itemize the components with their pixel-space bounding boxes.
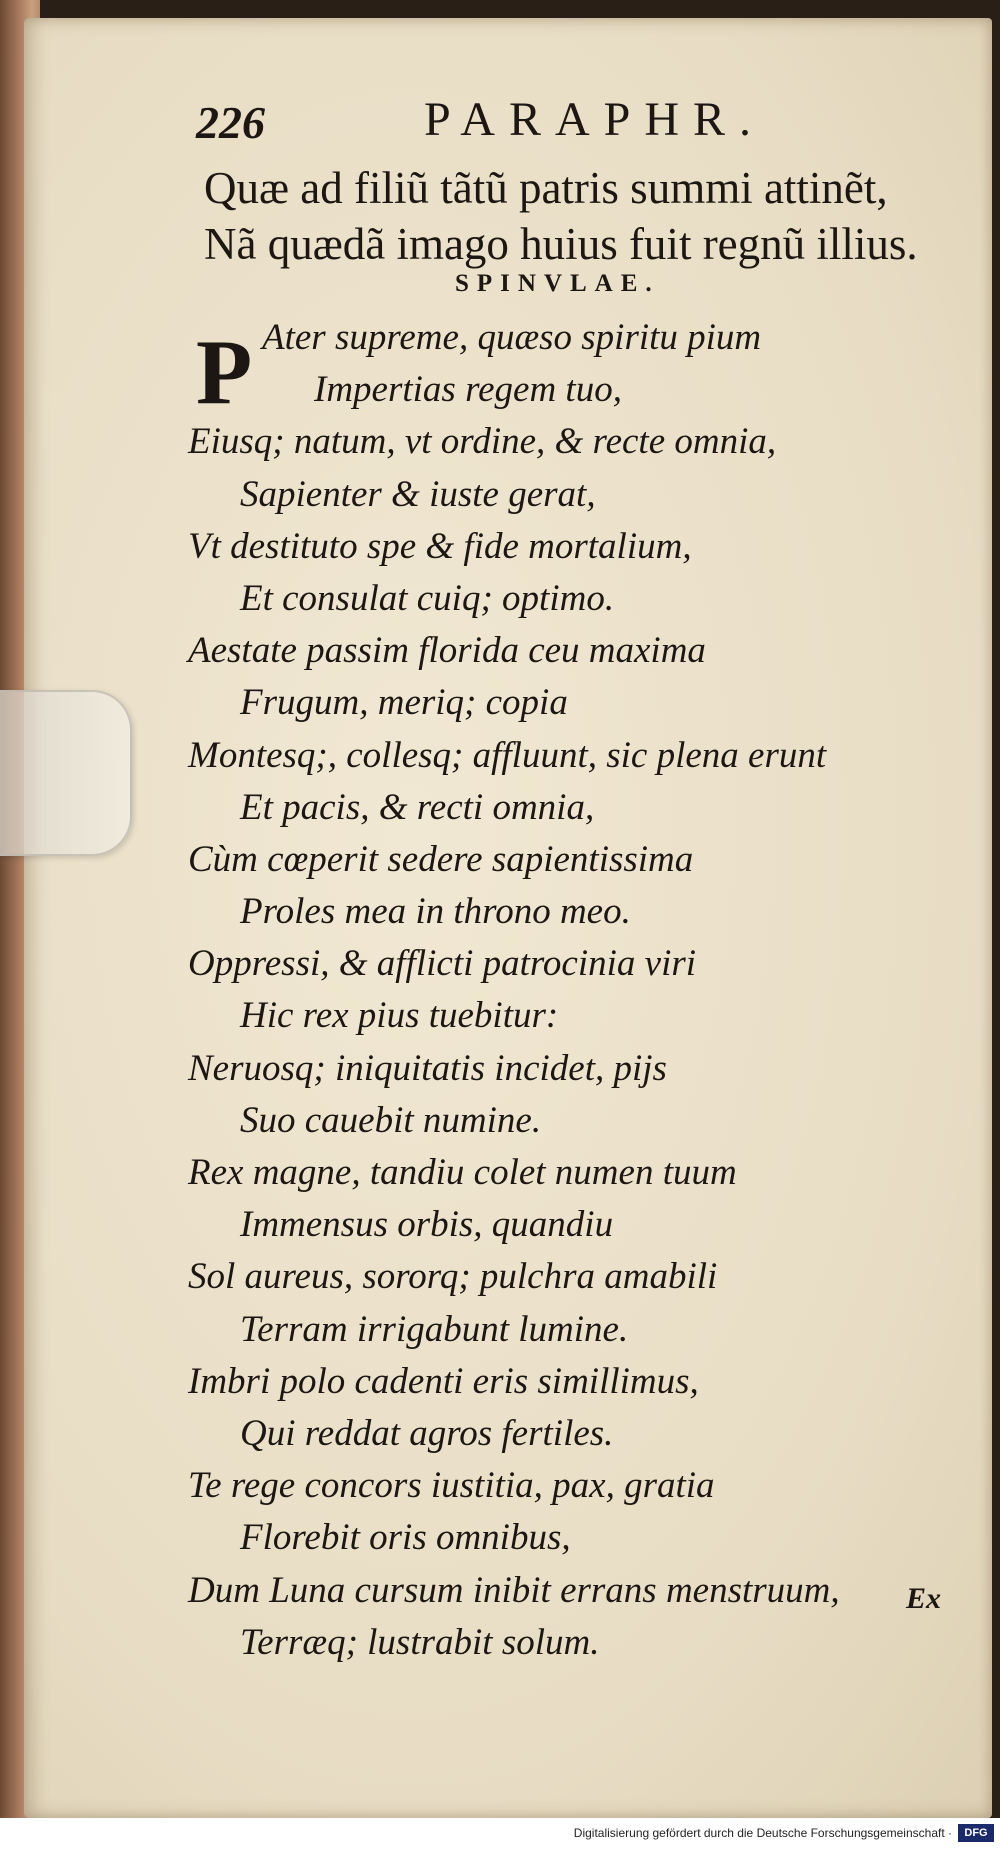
verse-line: Et consulat cuiq; optimo. [240,577,615,619]
section-heading: SPINVLAE. [455,270,660,297]
verse-line: Frugum, meriq; copia [240,682,568,724]
catch-line: Nã quædã imago huius fuit regnũ illius. [204,219,918,269]
verse-line: Rex magne, tandiu colet numen tuum [188,1152,737,1193]
footer-strip [0,1818,1000,1851]
verse-line: Dum Luna cursum inibit errans menstruum, [188,1569,840,1611]
verse-line: Ater supreme, quæso spiritu pium [262,317,762,358]
running-head: PARAPHR. [424,93,766,146]
verse-line: Oppressi, & afflicti patrocinia viri [188,943,697,985]
verse-line: Immensus orbis, quandiu [240,1204,614,1246]
verse-line: Suo cauebit numine. [240,1099,542,1141]
verse-line: Terram irrigabunt lumine. [240,1308,629,1350]
verse-line: Florebit oris omnibus, [240,1517,571,1559]
verse-line: Proles mea in throno meo. [240,891,631,933]
drop-cap: P [196,321,253,423]
verse-line: Imbri polo cadenti eris simillimus, [188,1360,699,1402]
verse-line: Terræq; lustrabit solum. [240,1621,600,1663]
page-number: 226 [196,97,265,148]
verse-line: Sapienter & iuste gerat, [240,473,596,515]
verse-line: Vt destituto spe & fide mortalium, [188,525,692,567]
page-clip [0,690,132,856]
verse-line: Aestate passim florida ceu maxima [188,630,706,672]
dfg-logo: DFG [958,1824,994,1842]
verse-line: Cùm cœperit sedere sapientissima [188,838,694,880]
digitization-credit: Digitalisierung gefördert durch die Deutsche Forschungsgemeinschaft · [573,1826,952,1840]
page-header [196,92,936,156]
verse-line: Neruosq; iniquitatis incidet, pijs [188,1047,667,1089]
catch-line: Quæ ad filiũ tãtũ patris summi attinẽt, [204,163,888,213]
poem [188,312,968,1669]
verse-line: Eiusq; natum, vt ordine, & recte omnia, [188,421,777,463]
verse-line: Impertias regem tuo, [314,369,622,411]
verse-line: Sol aureus, sororq; pulchra amabili [188,1256,718,1298]
catch-lines [204,160,974,272]
verse-line: Et pacis, & recti omnia, [240,786,595,828]
verse-line: Montesq;, collesq; affluunt, sic plena erunt [188,734,827,776]
verse-line: Hic rex pius tuebitur: [240,995,559,1037]
verse-line: Qui reddat agros fertiles. [240,1412,614,1454]
catchword: Ex [906,1582,942,1615]
verse-line: Te rege concors iustitia, pax, gratia [188,1465,715,1507]
